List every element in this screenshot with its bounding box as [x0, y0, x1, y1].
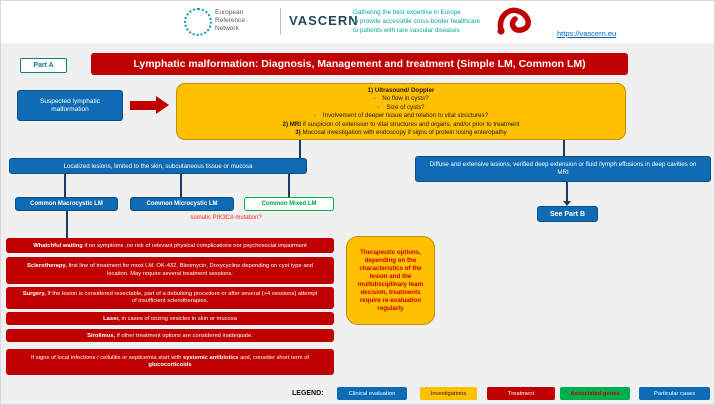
diffuse-lesions-box: Diffuse and extensive lesions, verified deep extension or fluid /lymph effusions in deep cavities on MRI: [415, 156, 711, 182]
connector-line: [299, 140, 301, 158]
sclerotherapy-box: Sclerotherapy, first line of treatment for most LM. OK-432, Bleomycin, Doxycycline depending on cyst type and location. May require several treatment sessions.: [6, 257, 334, 284]
pik3ca-mutation-text: somatic PIK3CA mutation?: [190, 215, 262, 221]
legend-investigations: Investigations: [420, 387, 477, 400]
investigations-box: [176, 83, 626, 140]
investigation-line: 3) Mucosal investigation with endoscopy if signs of protein losing enteropathy: [295, 129, 507, 137]
investigation-line: - Involvement of deeper tissue and relation to vital structures?: [313, 112, 489, 120]
ern-line: European: [215, 9, 244, 16]
investigation-line: - No flow in cysts?: [373, 95, 429, 103]
therapeutic-options-note: Therapeutic options, depending on the characteristics of the lesion and the multidisciplinary team decision, treatments require re-evaluation regularly: [346, 236, 435, 325]
sirolimus-box: Sirolimus, if other treatment options are considered inadequate.: [6, 329, 334, 342]
connector-line: [180, 174, 182, 197]
mixed-lm-box: Common Mixed LM: [244, 197, 334, 211]
header-tagline: [353, 8, 498, 35]
connector-line: [64, 174, 66, 197]
connector-line: [66, 211, 68, 238]
localized-lesions-box: Localized lesions, limited to the skin, subcutaneous tissue or mucosa: [9, 158, 307, 174]
connector-line: [566, 182, 568, 202]
legend-treatment: Treatment: [487, 387, 555, 400]
header-divider: [280, 8, 281, 35]
investigation-line: 2) MRI if suspicion of extension to vital structures and organs, and/or prior to treatment: [282, 120, 520, 128]
connector-line: [288, 174, 290, 197]
vascern-logo-icon: [493, 4, 537, 38]
ern-logo-text: [215, 9, 245, 33]
part-a-label: Part A: [20, 58, 67, 73]
surgery-box: Surgery, If the lesion is considered resectable, part of a debulking procedure or after several (>4 sessions) attempt of insufficient sclerotherapies.: [6, 287, 334, 309]
legend-label: LEGEND:: [292, 390, 324, 397]
macrocystic-lm-box: Common Macrocystic LM: [15, 197, 118, 211]
vascern-link[interactable]: https://vascern.eu: [557, 29, 617, 38]
suspected-lm-box: Suspected lymphatic malformation: [17, 90, 123, 121]
antibiotics-box: If signs of local infections / cellulitis or septicemia start with systemic antibiotics and, consider short term of glucocorticoids: [6, 349, 334, 375]
see-part-b-box: See Part B: [537, 206, 598, 222]
legend-clinical-evaluation: Clinical evaluation: [337, 387, 407, 400]
vascern-wordmark: VASCERN: [289, 13, 359, 28]
ern-line: Reference: [215, 17, 245, 24]
legend-associated-genes: Associated genes: [560, 387, 630, 400]
legend-particular-cases: Particular cases: [639, 387, 710, 400]
connector-line: [563, 140, 565, 156]
laser-box: Laser, in cases of oozing vesicles in skin or mucosa: [6, 312, 334, 325]
watchful-waiting-box: Whatchful waiting if no symptoms ,no risk of relevant physical complications nor psychosocial impairment: [6, 238, 334, 253]
arrow-right-head-icon: [156, 96, 169, 114]
investigation-line: - Size of cysts?: [377, 103, 425, 111]
ern-line: Network: [215, 25, 239, 32]
diagram-title: Lymphatic malformation: Diagnosis, Management and treatment (Simple LM, Common LM): [91, 53, 628, 75]
investigation-line: 1) Ultrasound/ Doppler: [367, 87, 435, 94]
ern-logo-icon: [184, 8, 212, 36]
arrow-right-icon: [130, 101, 156, 110]
tagline-line: to patients with rare vascular diseases: [353, 27, 460, 34]
tagline-line: to provide accessible cross-border healthcare: [353, 18, 481, 25]
header: [1, 1, 715, 43]
tagline-line: Gathering the best expertise in Europe: [353, 9, 461, 16]
microcystic-lm-box: Common Microcystic LM: [130, 197, 234, 211]
